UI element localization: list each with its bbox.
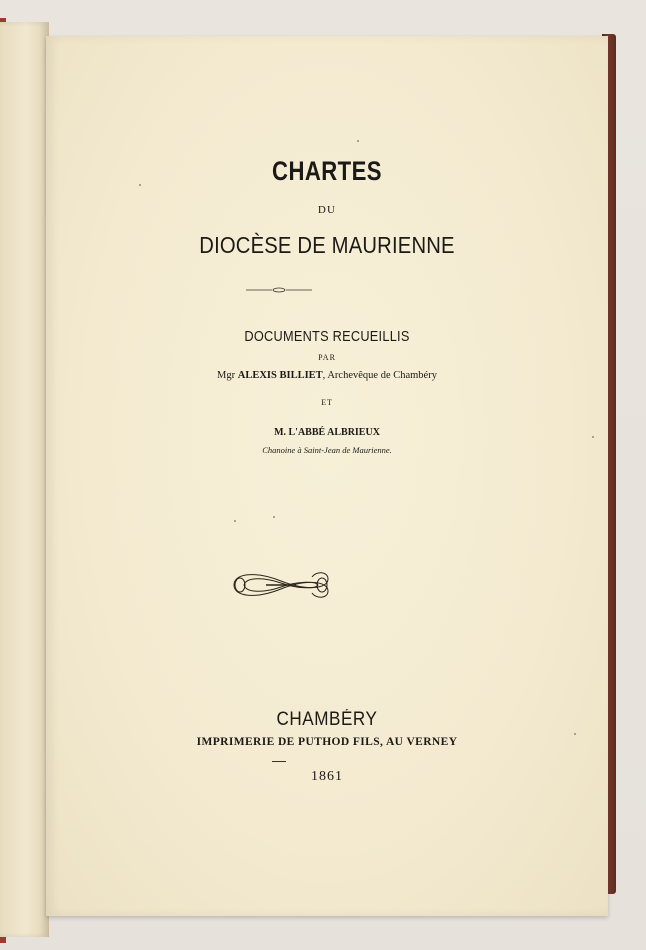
book-title: CHARTES (272, 156, 382, 186)
title-page (46, 36, 608, 916)
first-author-prefix: Mgr (217, 370, 238, 381)
publication-year: 1861 (311, 769, 343, 784)
paper-speck (234, 520, 236, 522)
small-rule-ornament (244, 286, 314, 294)
and-label: ET (321, 398, 333, 407)
documents-heading: DOCUMENTS RECUEILLIS (244, 328, 410, 345)
year-dash (272, 761, 286, 762)
second-author: M. L'ABBÉ ALBRIEUX (274, 427, 380, 438)
publication-city: CHAMBÉRY (276, 709, 378, 730)
first-author-name: ALEXIS BILLIET (237, 370, 323, 381)
by-label: PAR (318, 353, 336, 362)
left-page (0, 22, 49, 937)
paper-speck (139, 184, 141, 186)
flourish-ornament (226, 563, 336, 607)
book-subtitle: DIOCÈSE DE MAURIENNE (199, 232, 455, 258)
paper-speck (574, 733, 576, 735)
title-connector: DU (317, 204, 337, 216)
first-author-role: , Archevêque de Chambéry (322, 370, 437, 381)
first-author (46, 370, 608, 381)
second-author-role: Chanoine à Saint-Jean de Maurienne. (262, 445, 392, 455)
paper-speck (357, 140, 359, 142)
printer-line: IMPRIMERIE DE PUTHOD FILS, AU VERNEY (196, 736, 458, 748)
paper-speck (592, 436, 594, 438)
paper-speck (273, 516, 275, 518)
